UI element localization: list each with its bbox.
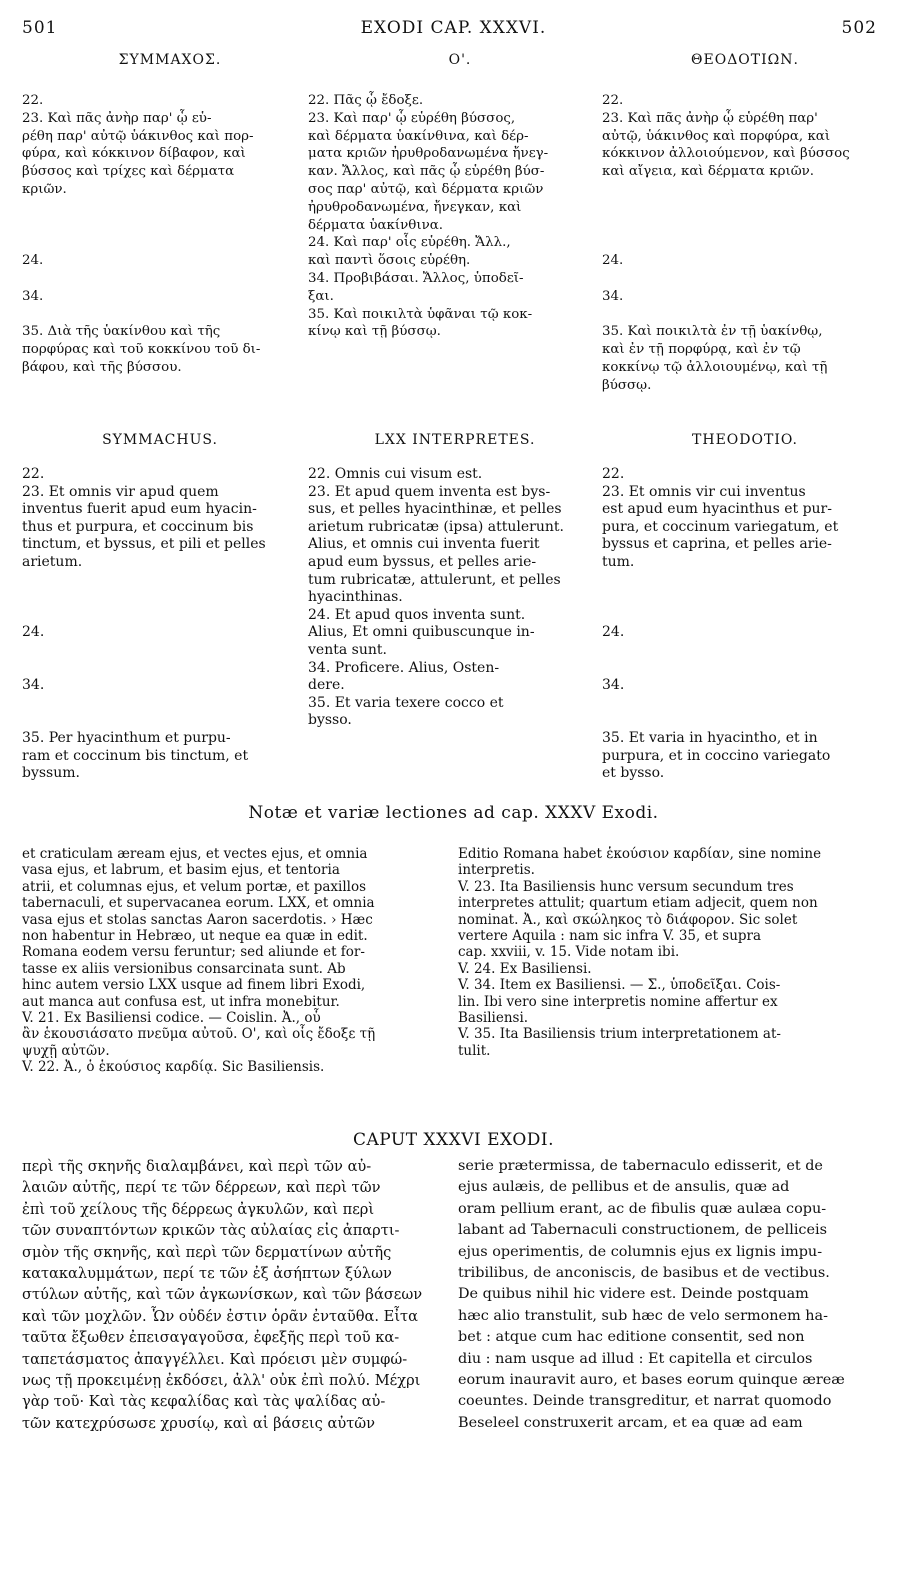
notes-left-column: et craticulam æream ejus, et vectes ejus, et omnia vasa ejus, et labrum, et basim ejus, et tentoria atrii, et columnas ejus, et velum portæ, et paxillos tabernaculi, et supervacanea eorum. LXX, et omnia vasa ejus et stolas sanctas Aaron sacerdotis. › Hæc non habentur in Hebræo, ut neque ea quæ in edit. Romana eodem versu feruntur; sed aliunde et for- tasse ex aliis versionibus consarcinata sunt. Ab hinc autem versio LXX usque ad finem libri Exodi, aut manca aut confusa est, ut infra monebitur. V. 21. Ex Basiliensi codice. — Coislin. Ἀ., οὗ ἂν ἑκουσιάσατο πνεῦμα αὐτοῦ. Ο', καὶ οἷς ἔδοξε τῇ ψυχῇ αὐτῶν. V. 22. Ἀ., ὁ ἑκούσιος καρδίᾳ. Sic Basiliensis. [22, 846, 376, 1076]
latin-header-theodotio: THEODOTIO. [692, 432, 798, 448]
latin-header-symmachus: SYMMACHUS. [102, 432, 218, 448]
page-number-left: 501 [22, 18, 58, 38]
latin-column-theodotio: 22. 23. Et omnis vir cui inventus est apud eum hyacinthus et pur- pura, et coccinum variegatum, et byssus et caprina, et pelles arie- tum. 24. 34. 35. Et varia in hyacintho, et in purpura, et in coccino variegato et bysso. [602, 466, 839, 782]
caput-title: CAPUT XXXVI EXODI. [352, 1130, 555, 1150]
latin-column-symmachus: 22. 23. Et omnis vir apud quem inventus fuerit apud eum hyacin- thus et purpura, et coccinum bis tinctum, et byssus, et pili et pelles arietum. 24. 34. 35. Per hyacinthum et purpu- ram et coccinum bis tinctum, et byssum. [22, 466, 266, 782]
greek-column-lxx: 22. Πᾶς ᾧ ἔδοξε. 23. Καὶ παρ' ᾧ εὑρέθη βύσσος, καὶ δέρματα ὑακίνθινα, καὶ δέρ- ματα κριῶν ἠρυθροδανωμένα ἤνεγ- καν. Ἄλλος, καὶ πᾶς ᾧ εὑρέθη βύσ- σος παρ' αὐτῷ, καὶ δέρματα κριῶν ἠρυθροδανωμένα, ἤνεγκαν, καὶ δέρματα ὑακίνθινα. 24. Καὶ παρ' οἷς εὑρέθη. Ἄλλ., καὶ παντὶ ὅσοις εὑρέθη. 34. Προβιβάσαι. Ἄλλος, ὑποδεῖ- ξαι. 35. Καὶ ποικιλτὰ ὑφᾶναι τῷ κοκ- κίνῳ καὶ τῇ βύσσῳ. [308, 93, 549, 340]
caput-greek-text: περὶ τῆς σκηνῆς διαλαμβάνει, καὶ περὶ τῶν αὐ- λαιῶν αὐτῆς, περί τε τῶν δέρρεων, καὶ περὶ τῶν ἐπὶ τοῦ χείλους τῆς δέρρεως ἀγκυλῶν, καὶ περὶ τῶν συναπτόντων κρικῶν τὰς αὐλαίας εἰς ἀπαρτι- σμὸν τῆς σκηνῆς, καὶ περὶ τῶν δερματίνων αὐτῆς κατακαλυμμάτων, περί τε τῶν ἐξ ἀσήπτων ξύλων στύλων αὐτῆς, καὶ τῶν ἀγκωνίσκων, καὶ τῶν βάσεων καὶ τῶν μοχλῶν. Ὧν οὐδέν ἐστιν ὁρᾶν ἐνταῦθα. Εἶτα ταῦτα ἔξωθεν ἐπεισαγαγοῦσα, ἐφεξῆς περὶ τοῦ κα- ταπετάσματος ἀπαγγέλλει. Καὶ πρόεισι μὲν συμφώ- νως τῇ προκειμένῃ ἐκδόσει, ἀλλ' οὐκ ἐπὶ πολύ. Μέχρι γὰρ τοῦ· Καὶ τὰς κεφαλίδας καὶ τὰς ψαλίδας αὐ- τῶν κατεχρύσωσε χρυσίῳ, καὶ αἱ βάσεις αὐτῶν [22, 1158, 423, 1432]
greek-header-symmachus: ΣΥΜΜΑΧΟΣ. [118, 52, 222, 68]
greek-header-lxx: Ο'. [448, 52, 472, 68]
greek-column-theodotion: 22. 23. Καὶ πᾶς ἀνὴρ ᾧ εὑρέθη παρ' αὐτῷ, ὑάκινθος καὶ πορφύρα, καὶ κόκκινον ἀλλοιούμενον, καὶ βύσσος καὶ αἴγεια, καὶ δέρματα κριῶν. 24. 34. 35. Καὶ ποικιλτὰ ἐν τῇ ὑακίνθῳ, καὶ ἐν τῇ πορφύρᾳ, καὶ ἐν τῷ κοκκίνῳ τῷ ἀλλοιουμένῳ, καὶ τῇ βύσσῳ. [602, 93, 850, 393]
latin-column-lxx: 22. Omnis cui visum est. 23. Et apud quem inventa est bys- sus, et pelles hyacinthinæ, et pelles arietum rubricatæ (ipsa) attulerunt. Alius, et omnis cui inventa fuerit apud eum byssus, et pelles arie- tum rubricatæ, attulerunt, et pelles hyacinthinas. 24. Et apud quos inventa sunt. Alius, Et omni quibuscunque in- venta sunt. 34. Proficere. Alius, Osten- dere. 35. Et varia texere cocco et bysso. [308, 466, 564, 729]
caput-latin-text: serie prætermissa, de tabernaculo edisserit, et de ejus aulæis, de pellibus et de ansulis, quæ ad oram pellium erant, ac de fibulis quæ aulæa copu- labant ad Tabernaculi constructionem, de pelliceis ejus operimentis, de columnis ejus ex lignis impu- tribilibus, de anconiscis, de basibus et de vectibus. De quibus nihil hic videre est. Deinde postquam hæc alio transtulit, sub hæc de velo sermonem ha- bet : atque cum hac editione consentit, sed non diu : nam usque ad illud : Et capitella et circulos eorum inauravit auro, et bases eorum quinque æreæ coeuntes. Deinde transgreditur, et narrat quomodo Beseleel construxerit arcam, et ea quæ ad eam [458, 1158, 845, 1431]
notes-title: Notæ et variæ lectiones ad cap. XXXV Exodi. [248, 803, 659, 823]
running-title: EXODI CAP. XXXVI. [360, 18, 547, 38]
latin-header-lxx: LXX INTERPRETES. [374, 432, 536, 448]
greek-column-symmachus: 22. 23. Καὶ πᾶς ἀνὴρ παρ' ᾧ εὑ- ρέθη παρ' αὐτῷ ὑάκινθος καὶ πορ- φύρα, καὶ κόκκινον δίβαφον, καὶ βύσσος καὶ τρίχες καὶ δέρματα κριῶν. 24. 34. 35. Διὰ τῆς ὑακίνθου καὶ τῆς πορφύρας καὶ τοῦ κοκκίνου τοῦ δι- βάφου, καὶ τῆς βύσσου. [22, 93, 261, 375]
notes-right-column: Editio Romana habet ἑκούσιον καρδίαν, sine nomine interpretis. V. 23. Ita Basiliensis hunc versum secundum tres interpretes attulit; quartum etiam adjecit, quem non nominat. Ἀ., καὶ σκώληκος τὸ διάφορον. Sic solet vertere Aquila : nam sic infra V. 35, et supra cap. xxviii, v. 15. Vide notam ibi. V. 24. Ex Basiliensi. V. 34. Item ex Basiliensi. — Σ., ὑποδεῖξαι. Cois- lin. Ibi vero sine interpretis nomine affertur ex Basiliensi. V. 35. Ita Basiliensis trium interpretationem at- tulit. [458, 846, 822, 1059]
page-number-right: 502 [841, 18, 877, 38]
greek-header-theodotion: ΘΕΟΔΟΤΙΩΝ. [691, 52, 799, 68]
